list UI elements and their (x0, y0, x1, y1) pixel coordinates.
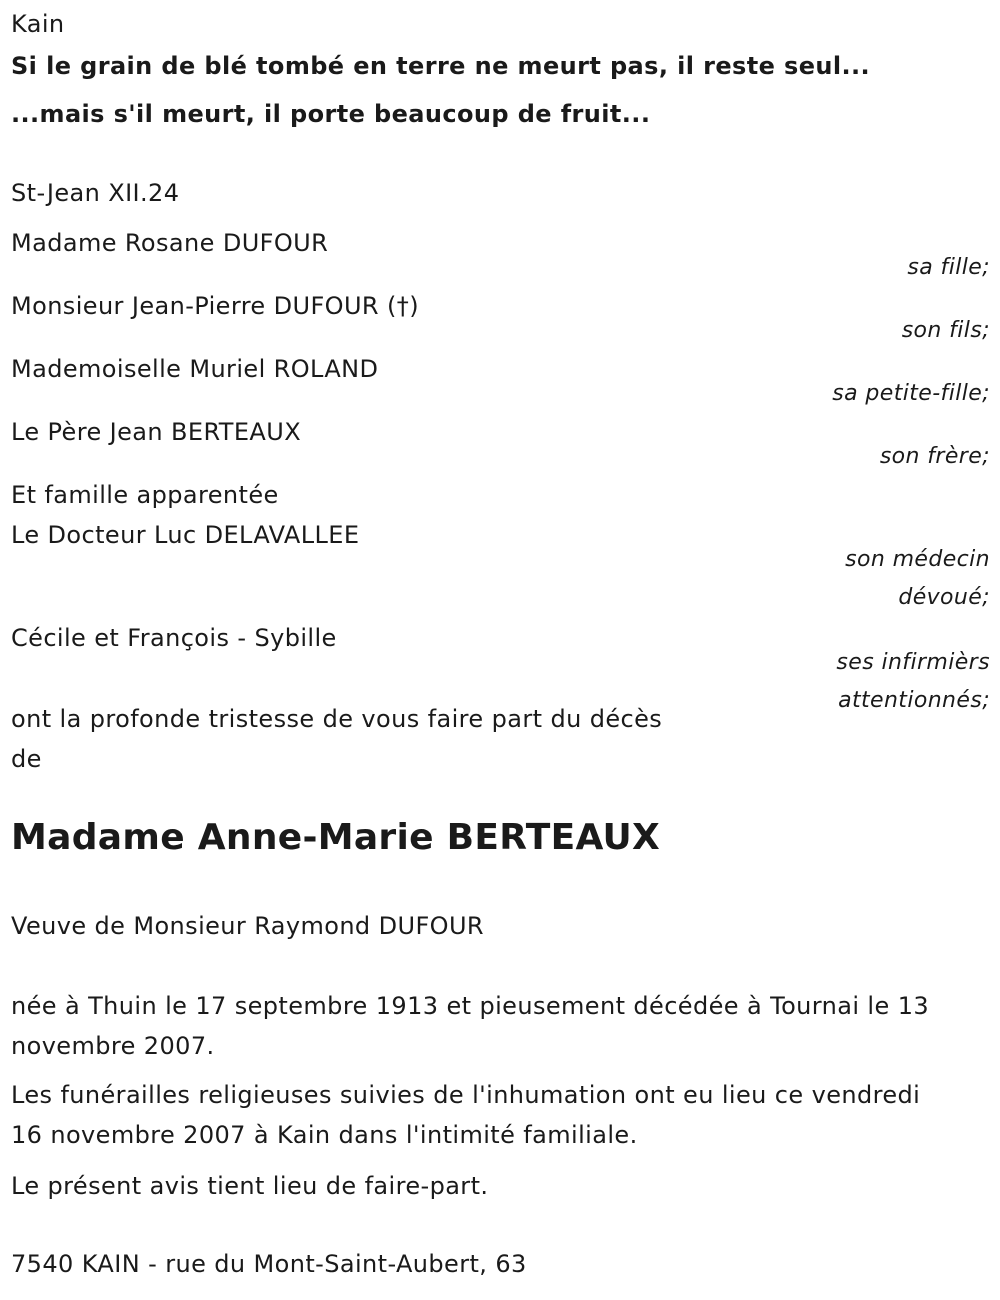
birth-death-line-2: novembre 2007. (11, 1032, 215, 1060)
announcement-line-2: de (11, 745, 42, 773)
notice-text: Le présent avis tient lieu de faire-part. (11, 1172, 489, 1200)
caregiver-name-2: Cécile et François - Sybille (11, 624, 337, 652)
caregiver-relation-2a: ses infirmièrs (836, 650, 990, 675)
family-relation-1: sa fille; (907, 255, 990, 280)
caregiver-relation-1b: dévoué; (898, 585, 990, 610)
caregiver-relation-1a: son médecin (845, 547, 990, 572)
family-name-2: Monsieur Jean-Pierre DUFOUR (†) (11, 292, 419, 320)
funeral-line-2: 16 novembre 2007 à Kain dans l'intimité familiale. (11, 1121, 638, 1149)
extended-family: Et famille apparentée (11, 481, 279, 509)
address: 7540 KAIN - rue du Mont-Saint-Aubert, 63 (11, 1250, 527, 1278)
caregiver-name-1: Le Docteur Luc DELAVALLEE (11, 521, 360, 549)
family-relation-4: son frère; (879, 444, 990, 469)
birth-death-line-1: née à Thuin le 17 septembre 1913 et pieusement décédée à Tournai le 13 (11, 992, 930, 1020)
quote-line-1: Si le grain de blé tombé en terre ne meurt pas, il reste seul... (11, 52, 871, 80)
announcement-line-1: ont la profonde tristesse de vous faire part du décès (11, 705, 663, 733)
town-label: Kain (11, 10, 65, 38)
deceased-name: Madame Anne-Marie BERTEAUX (11, 817, 661, 858)
family-name-4: Le Père Jean BERTEAUX (11, 418, 302, 446)
scripture-reference: St-Jean XII.24 (11, 179, 180, 207)
family-name-1: Madame Rosane DUFOUR (11, 229, 329, 257)
funeral-line-1: Les funérailles religieuses suivies de l'inhumation ont eu lieu ce vendredi (11, 1081, 921, 1109)
family-name-3: Mademoiselle Muriel ROLAND (11, 355, 379, 383)
quote-line-2: ...mais s'il meurt, il porte beaucoup de fruit... (11, 100, 651, 128)
family-relation-3: sa petite-fille; (832, 381, 990, 406)
widow-of: Veuve de Monsieur Raymond DUFOUR (11, 912, 484, 940)
caregiver-relation-2b: attentionnés; (838, 688, 990, 713)
family-relation-2: son fils; (901, 318, 990, 343)
